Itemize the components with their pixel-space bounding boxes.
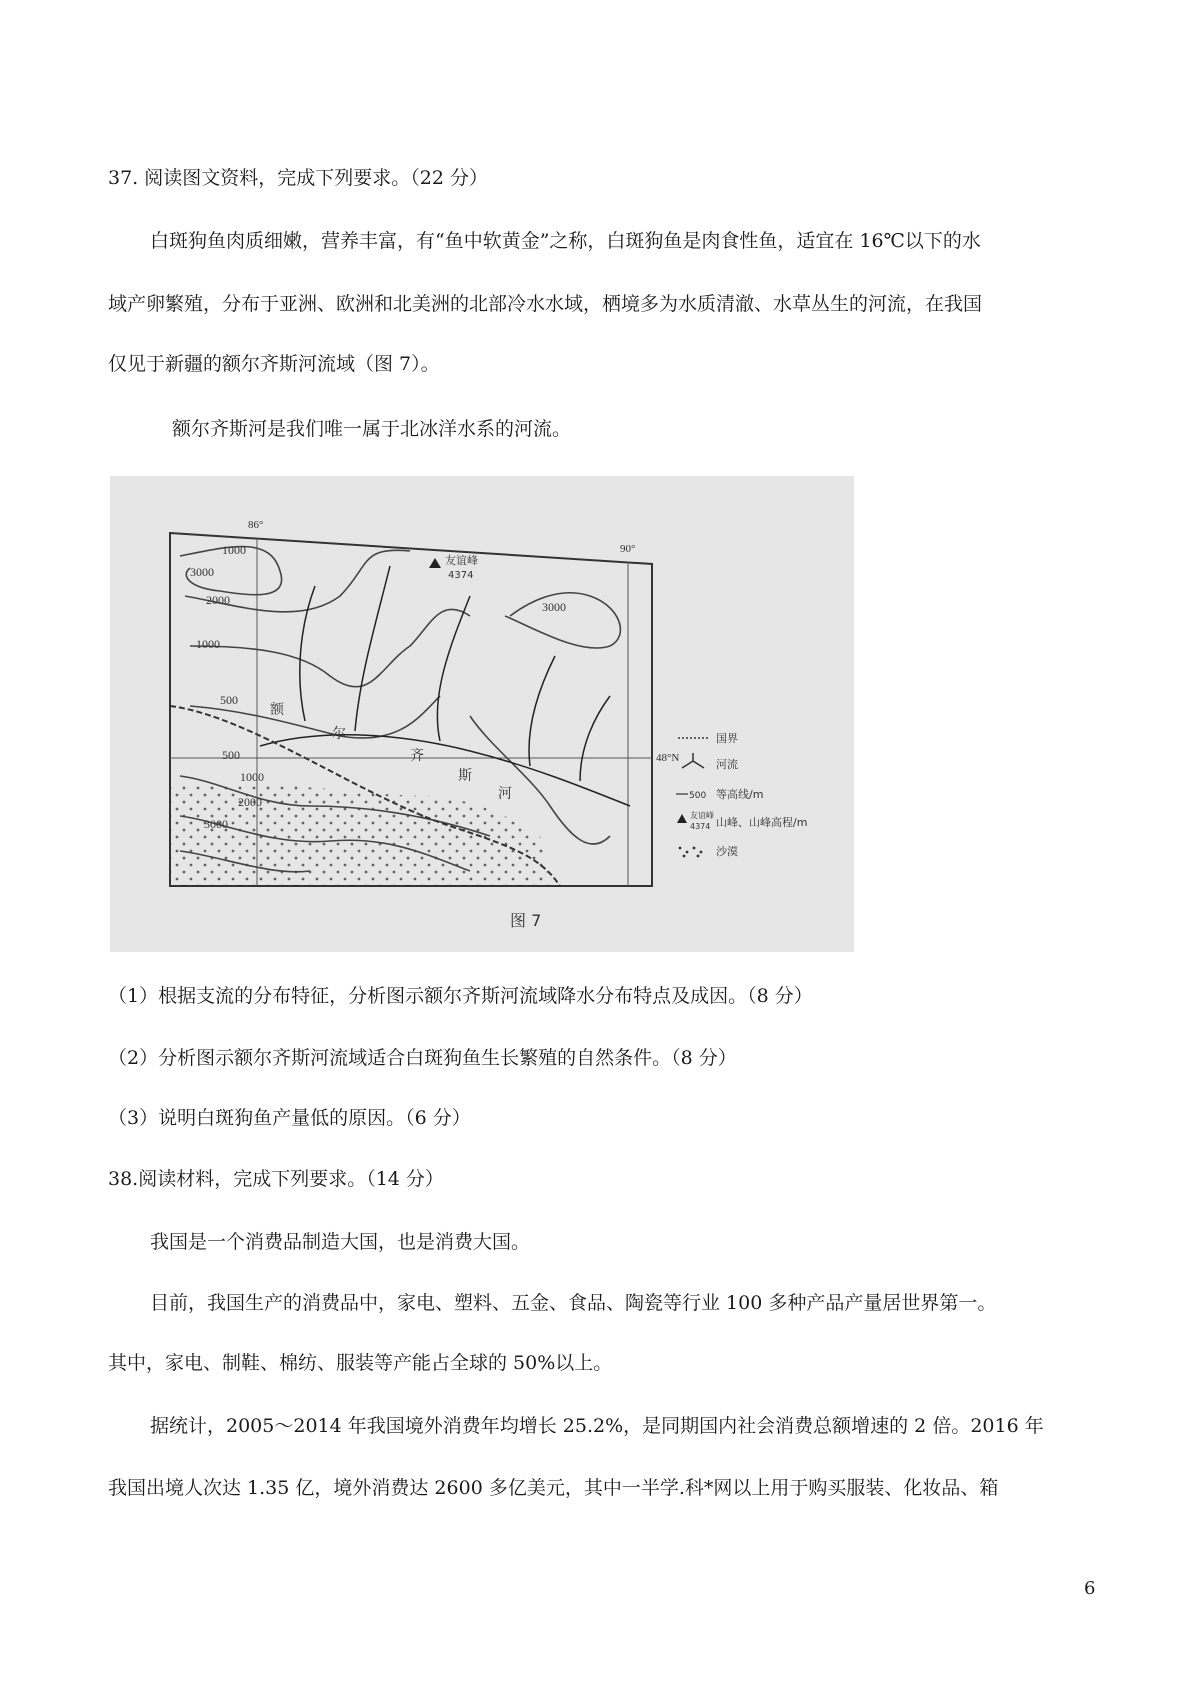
- legend-desert-label: 沙漠: [716, 845, 738, 858]
- label-lon-90: 90°: [620, 543, 636, 555]
- question-38-heading: 38.阅读材料，完成下列要求。（14 分）: [108, 1168, 444, 1190]
- river-char: 尔: [332, 726, 346, 742]
- contour-label: 2000: [206, 593, 230, 607]
- q38-paragraph-2-line-1: 目前，我国生产的消费品中，家电、塑料、五金、食品、陶瓷等行业 100 多种产品产量居世界第一。: [150, 1292, 997, 1314]
- river-char: 斯: [458, 768, 472, 784]
- peak-elevation: 4374: [448, 570, 474, 581]
- q37-paragraph-2: 额尔齐斯河是我们唯一属于北冰洋水系的河流。: [172, 418, 572, 440]
- legend-contour-label: 等高线/m: [716, 788, 764, 801]
- contour-label: 2000: [238, 795, 262, 809]
- contour-label: 3000: [190, 565, 214, 579]
- legend-peak-label: 山峰、山峰高程/m: [716, 816, 808, 829]
- river-char: 齐: [410, 748, 424, 764]
- contour-label: 1000: [196, 637, 220, 651]
- contour-label: 3000: [542, 600, 566, 614]
- contour-label: 3000: [204, 817, 228, 831]
- label-lon-86: 86°: [248, 519, 264, 531]
- peak-name: 友谊峰: [445, 554, 478, 567]
- figure-caption: 图 7: [510, 911, 542, 930]
- q38-paragraph-3-line-2: 我国出境人次达 1.35 亿，境外消费达 2600 多亿美元，其中一半学.科*网以上用于购买服装、化妆品、箱: [108, 1477, 999, 1499]
- river-char: 河: [498, 786, 512, 802]
- legend-contour-value: 500: [689, 791, 707, 801]
- q37-subquestion-1: （1）根据支流的分布特征，分析图示额尔齐斯河流域降水分布特点及成因。（8 分）: [108, 985, 813, 1007]
- contour-label: 500: [222, 748, 240, 762]
- contour-label: 500: [220, 693, 238, 707]
- q38-paragraph-2-line-2: 其中，家电、制鞋、棉纺、服装等产能占全球的 50%以上。: [108, 1352, 613, 1374]
- question-37-heading: 37. 阅读图文资料，完成下列要求。（22 分）: [108, 167, 488, 189]
- contour-label: 1000: [222, 543, 246, 557]
- q37-paragraph-1-line-3: 仅见于新疆的额尔齐斯河流域（图 7）。: [108, 353, 440, 375]
- label-lat-48n: 48°N: [656, 752, 680, 764]
- legend-river-label: 河流: [716, 758, 738, 771]
- q38-paragraph-3-line-1: 据统计，2005～2014 年我国境外消费年均增长 25.2%，是同期国内社会消费总额增速的 2 倍。2016 年: [150, 1415, 1044, 1437]
- contour-label: 1000: [240, 770, 264, 784]
- legend-peak-name: 友谊峰: [690, 811, 714, 820]
- legend-peak-elev: 4374: [690, 822, 711, 831]
- legend-border-label: 国界: [716, 732, 738, 745]
- q38-paragraph-1: 我国是一个消费品制造大国，也是消费大国。: [150, 1231, 531, 1253]
- river-char: 额: [270, 702, 284, 718]
- q37-paragraph-1-line-2: 域产卵繁殖，分布于亚洲、欧洲和北美洲的北部冷水水域，栖境多为水质清澈、水草丛生的河流，在我国: [108, 293, 983, 315]
- q37-subquestion-3: （3）说明白斑狗鱼产量低的原因。（6 分）: [108, 1107, 471, 1129]
- q37-subquestion-2: （2）分析图示额尔齐斯河流域适合白斑狗鱼生长繁殖的自然条件。（8 分）: [108, 1047, 737, 1069]
- q37-paragraph-1-line-1: 白斑狗鱼肉质细嫩，营养丰富，有“鱼中软黄金”之称，白斑狗鱼是肉食性鱼，适宜在 16℃以下的水: [150, 230, 981, 252]
- page-number: 6: [1084, 1578, 1096, 1599]
- figure-7-map: [110, 476, 854, 952]
